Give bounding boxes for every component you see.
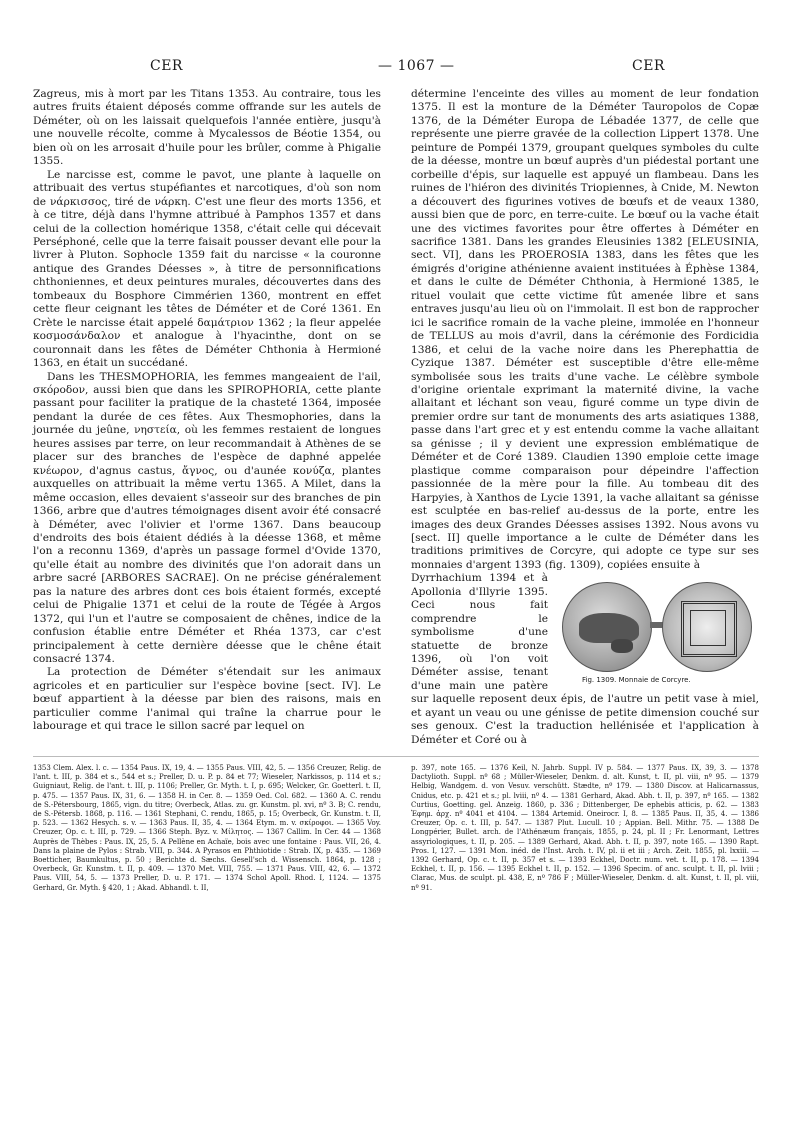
coin-reverse-image: [662, 582, 752, 672]
footnotes-right: p. 397, note 165. — 1376 Keil, N. Jahrb. Suppl. IV p. 584. — 1377 Paus. IX, 39, 3. — 1378 Dactylioth. Suppl. nº 68 ; Müller-Wieseler, Denkm. d. alt. Kunst, t. II, pl. viii, nº 95. — 1379 Helbig, Wandgem. d. von Vesuv. verschütt. Stædte, nº 179. — 1380 Discov. at Halicarnassus, Cnidus, etc. p. 421 et s.; pl. lviii, nº 4. — 1381 Gerhard, Akad. Abh. t. II, p. 397, nº 165. — 1382 Curtius, Goetting. gel. Anzeig. 1860, p. 336 ; Dittenberger, De ephebis atticis, p. 62. — 1383 Ἐφημ. ἀρχ. nº 4041 et 4104. — 1384 Artemid. Oneirocr. I, 8. — 1385 Paus. II, 35, 4. — 1386 Creuzer, Op. c. t. III, p. 547. — 1387 Plut. Lucull. 10 ; Appian. Bell. Mithr. 75. — 1388 De Longpérier, Bullet. arch. de l'Athénæum français, 1855, p. 24, pl. II ; Fr. Lenormant, Lettres assyriologiques, t. II, p. 205. — 1389 Gerhard, Akad. Abh. t. II, p. 397, note 165. — 1390 Rapt. Pros. I, 127. — 1391 Mon. inéd. de l'Inst. Arch. t. IV, pl. ii et iii ; Arch. Zeit. 1855, pl. lxxiii. — 1392 Gerhard, Op. c. t. II, p. 357 et s. — 1393 Eckhel, Doctr. num. vet. t. II, p. 178. — 1394 Eckhel, t. II, p. 156. — 1395 Eckhel t. II, p. 152. — 1396 Specim. of anc. sculpt. t. II, pl. lviii ; Clarac, Mus. de sculpt. pl. 438, E, nº 786 F ; Müller-Wieseler, Denkm. d. alt. Kunst, t. II, pl. viii, nº 91.: [411, 764, 759, 892]
calf-image: [611, 639, 633, 653]
footnotes-left: 1353 Clem. Alex. l. c. — 1354 Paus. IX, 19, 4. — 1355 Paus. VIII, 42, 5. — 1356 Creuzer, Relig. de l'ant. t. III, p. 384 et s., 544 et s.; Preller, D. u. P. p. 84 et 77; Wieseler, Narkissos, p. 114 et s.; Guigniaut, Relig. de l'ant. t. III, p. 1106; Preller, Gr. Myth. t. I, p. 695; Welcker, Gr. Goetterl. t. II, p. 475. — 1357 Paus. IX, 31, 6. — 1358 H. in Cer. 8. — 1359 Oed. Col. 682. — 1360 A. C. rendu de S.-Pétersbourg, 1865, vign. du titre; Overbeck, Atlas. zu. gr. Kunstm. pl. xvi, nº 3. B; C. rendu, de S.-Pétersb. 1868, p. 116. — 1361 Stephani, C. rendu, 1865, p. 15; Overbeck, Gr. Kunstm. t. II, p. 523. — 1362 Hesych. s. v. — 1363 Paus. II, 35, 4. — 1364 Etym. m. v. σκίροφοι. — 1365 Voy. Creuzer, Op. c. t. III, p. 729. — 1366 Steph. Byz. v. Μίλητος. — 1367 Callim. In Cer. 44 — 1368 Auprès de Thèbes : Paus. IX, 25, 5. A Pellène en Achaïe, bois avec une fontaine : Paus. VII, 26, 4. Dans la plaine de Pylos : Strab. VIII, p. 344. A Pyrasos en Phthiotide : Strab. IX, p. 435. — 1369 Boetticher, Baumkultus, p. 50 ; Berichte d. Sæchs. Gesell'sch d. Wissensch. 1864, p. 128 ; Overbeck, Gr. Kunstm. t. II, p. 409. — 1370 Met. VIII, 755. — 1371 Paus. VIII, 42, 6. — 1372 Paus. VIII, 54, 5. — 1373 Preller, D. u. P. 171. — 1374 Schol Apoll. Rhod. I, 1124. — 1375 Gerhard, Gr. Myth. § 420, 1 ; Akad. Abhandl. t. II,: [33, 764, 381, 892]
figure-caption: Fig. 1309. Monnaie de Corcyre.: [582, 676, 691, 685]
page-header: [0, 58, 800, 80]
paragraph-5: détermine l'enceinte des villes au moment de leur fondation 1375. Il est la monture de la Déméter Tauropolos de Copæ 1376, de la Déméter Europa de Lébadée 1377, de celle que représente une pierre gravée de la collection Lippert 1378. Une peinture de Pompéi 1379, groupant quelques symboles du culte de la déesse, montre un bœuf auprès d'un piédestal portant une corbeille d'épis, sur laquelle est appuyé un flambeau. Dans les ruines de l'hiéron des divinités Triopiennes, à Cnide, M. Newton a découvert des figurines votives de bœufs et de veaux 1380, aussi bien que de porc, en terre-cuite. Le bœuf ou la vache était une des victimes favorites pour être offertes à Déméter en sacrifice 1381. Dans les grandes Eleusinies 1382 [ELEUSINIA, sect. VI], dans les PROEROSIA 1383, dans les fêtes que les émigrés d'origine athénienne avaient instituées à Éphèse 1384, et dans le culte de Déméter Chthonia, à Hermioné 1385, le rituel voulait que cette victime fût amenée libre et sans entraves jusqu'au lieu où on l'immolait. Il est bon de rapprocher ici le sacrifice romain de la vache pleine, immolée en l'honneur de TELLUS au mois d'avril, dans la cérémonie des Fordicidia 1386, et celui de la vache noire dans les Pherephattia de Cyzique 1387. Déméter est susceptible d'être elle-même symbolisée sous les traits d'une vache. Le célèbre symbole d'origine orientale exprimant la maternité divine, la vache allaitant et léchant son veau, figuré comme un type divin de premier ordre sur tant de monuments des arts asiatiques 1388, passe dans l'art grec et y est entendu comme la vache allaitant sa génisse ; il y devient une expression emblématique de Déméter et de Coré 1389. Claudien 1390 emploie cette image plastique comme comparaison pour dépeindre l'affection passionnée de la mère pour la fille. Au tombeau dit des Harpyies, à Xanthos de Lycie 1391, la vache allaitant sa génisse est sculptée en bas-relief au-dessus de la porte, entre les images des deux Grandes Déesses assises 1392. Nous avons vu [sect. II] quelle importance a le culte de Déméter dans les traditions primitives de Corcyre, qui adopte ce type sur ses monnaies d'argent 1393 (fig. 1309), copiées ensuite à: [411, 88, 759, 571]
paragraph-4: La protection de Déméter s'étendait sur les animaux agricoles et en particulier sur l'espèce bovine [sect. IV]. Le bœuf appartient à la déesse par bien des raisons, mais en particulier comme l'animal qui traîne la charrue pour le labourage et qui trace le sillon sacré par lequel on: [33, 666, 381, 733]
paragraph-6: Dyrrhachium 1394 et à Apollonia d'Illyrie 1395. Ceci nous fait comprendre le symbolisme d'une statuette de bronze 1396, où l'on voit Déméter assise, tenant d'une main une patère sur laquelle reposent deux épis, de l'autre un petit vase à miel, et ayant un veau ou une génisse de petite dimension couché sur ses genoux. C'est la traduction hellénisée et l'application à Déméter et Coré ou à: [411, 572, 759, 746]
running-head-left: CER: [150, 58, 183, 74]
paragraph-2: Le narcisse est, comme le pavot, une plante à laquelle on attribuait des vertus stupéfiantes et narcotiques, d'où son nom de νάρκισσος, tiré de νάρκη. C'est une fleur des morts 1356, et à ce titre, déjà dans l'hymne attribué à Pamphos 1357 et dans celui de la collection homérique 1358, c'était celle qui décevait Perséphoné, celle que la terre faisait pousser devant elle pour la livrer à Pluton. Sophocle 1359 fait du narcisse « la couronne antique des Grandes Déesses », à titre de personnifications chthoniennes, et deux peintures murales, découvertes dans des tombeaux du Bosphore Cimmérien 1360, montrent en effet cette fleur ceignant les têtes de Déméter et de Coré 1361. En Crète le narcisse était appelé δαμάτριον 1362 ; la fleur appelée κοσμοσάνδαλον et analogue à l'hyacinthe, dont on se couronnait dans les fêtes de Déméter Chthonia à Hermioné 1363, en était un succédané.: [33, 168, 381, 370]
paragraph-1: Zagreus, mis à mort par les Titans 1353. Au contraire, tous les autres fruits étaient déposés comme offrande sur les autels de Déméter, où on les laissait quelquefois l'année entière, jusqu'à une nouvelle récolte, comme à Mycalessos de Béotie 1354, ou bien où on les arrosait d'huile pour les brûler, comme à Phigalie 1355.: [33, 88, 381, 168]
left-column: [33, 88, 381, 734]
footnote-divider: [33, 756, 759, 757]
cow-image: [579, 613, 639, 643]
coin-obverse-image: [562, 582, 652, 672]
page-number: — 1067 —: [378, 58, 455, 74]
paragraph-3: Dans les THESMOPHORIA, les femmes mangeaient de l'ail, σκόροδον, aussi bien que dans les SPIROPHORIA, cette plante passant pour faciliter la pratique de la chasteté 1364, imposée pendant la durée de ces fêtes. Aux Thesmophories, dans la journée du jeûne, νηστεία, où les femmes restaient de longues heures assises par terre, on leur recommandait à Athènes de se placer sur des branches de l'espèce de daphné appelée κνέωρον, d'agnus castus, ἄγνος, ou d'aunée κονύζα, plantes auxquelles on attribuait la même vertu 1365. A Milet, dans la même occasion, elles devaient s'asseoir sur des branches de pin 1366, arbre que d'autres témoignages disent avoir été consacré à Déméter, avec l'olivier et l'orme 1367. Dans beaucoup d'endroits des bois étaient dédiés à la déesse 1368, et même l'on a reconnu 1369, d'après un passage formel d'Ovide 1370, qu'elle était au nombre des divinités que l'on adorait dans un arbre sacré [ARBORES SACRAE]. On ne précise généralement pas la nature des arbres dont ces bois étaient formés, excepté celui de Phigalie 1371 et celui de la route de Tégée à Argos 1372, qui l'un et l'autre se composaient de chênes, indice de la confusion établie entre Déméter et Rhéa 1373, car c'est principalement à cette dernière déesse que le chêne était consacré 1374.: [33, 370, 381, 666]
coin-figure: [554, 576, 759, 688]
right-column: [411, 88, 759, 747]
running-head-right: CER: [632, 58, 665, 74]
